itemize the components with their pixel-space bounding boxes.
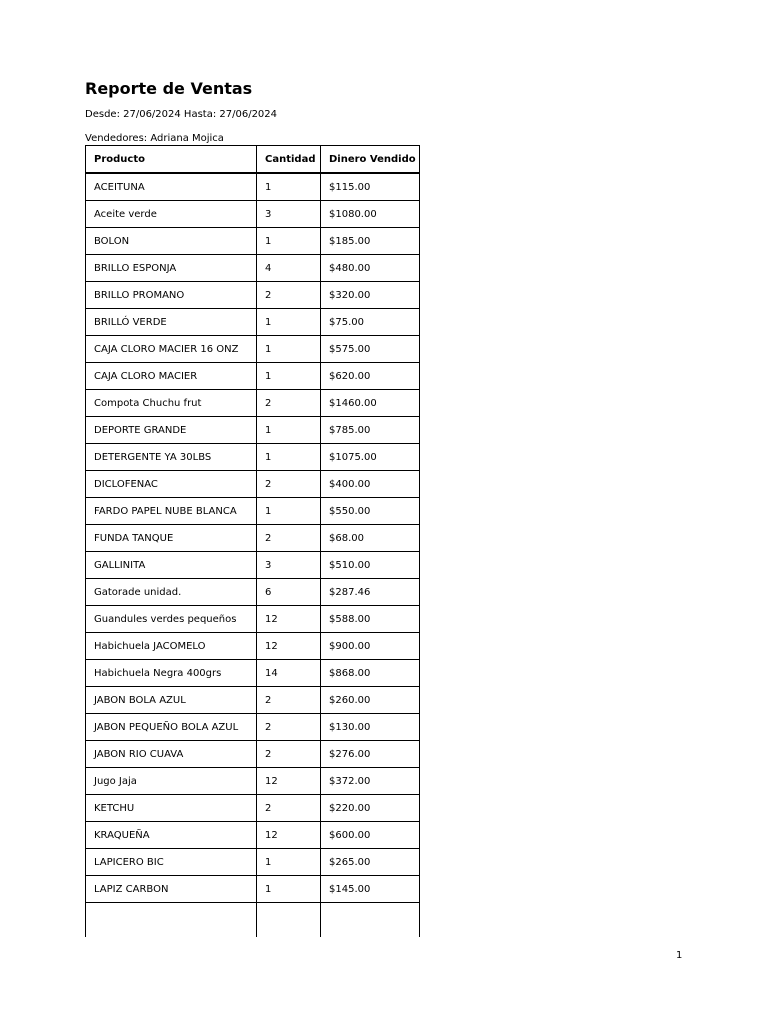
cell-quantity: 2 bbox=[257, 795, 321, 822]
cell-amount: $1460.00 bbox=[321, 390, 420, 417]
page-number: 1 bbox=[676, 950, 683, 961]
cell-quantity: 2 bbox=[257, 687, 321, 714]
cell-quantity: 2 bbox=[257, 714, 321, 741]
table-row bbox=[86, 390, 420, 417]
cell-amount: $115.00 bbox=[321, 173, 420, 201]
table-row bbox=[86, 255, 420, 282]
cell-product: DETERGENTE YA 30LBS bbox=[86, 444, 257, 471]
cell-quantity: 2 bbox=[257, 282, 321, 309]
sales-table bbox=[85, 145, 420, 937]
cell-product: LAPIZ CARBON bbox=[86, 876, 257, 903]
cell-quantity: 6 bbox=[257, 579, 321, 606]
table-header-row bbox=[86, 146, 420, 174]
table-row bbox=[86, 822, 420, 849]
cell-product: BRILLÓ VERDE bbox=[86, 309, 257, 336]
table-row bbox=[86, 498, 420, 525]
cell-quantity: 12 bbox=[257, 633, 321, 660]
cell-amount: $75.00 bbox=[321, 309, 420, 336]
cell-quantity: 1 bbox=[257, 417, 321, 444]
cell-amount: $785.00 bbox=[321, 417, 420, 444]
cell-quantity: 2 bbox=[257, 741, 321, 768]
table-row bbox=[86, 687, 420, 714]
cell-amount: $600.00 bbox=[321, 822, 420, 849]
cell-product: BOLON bbox=[86, 228, 257, 255]
table-row bbox=[86, 336, 420, 363]
table-row bbox=[86, 768, 420, 795]
cell-amount: $145.00 bbox=[321, 876, 420, 903]
cell-amount: $550.00 bbox=[321, 498, 420, 525]
cell-product: Aceite verde bbox=[86, 201, 257, 228]
empty-cell bbox=[86, 903, 257, 938]
cell-amount: $400.00 bbox=[321, 471, 420, 498]
cell-product: KRAQUEÑA bbox=[86, 822, 257, 849]
cell-product: Compota Chuchu frut bbox=[86, 390, 257, 417]
table-row bbox=[86, 606, 420, 633]
cell-product: JABON PEQUEÑO BOLA AZUL bbox=[86, 714, 257, 741]
table-row bbox=[86, 282, 420, 309]
table-row bbox=[86, 660, 420, 687]
cell-quantity: 3 bbox=[257, 552, 321, 579]
table-row bbox=[86, 552, 420, 579]
cell-product: CAJA CLORO MACIER 16 ONZ bbox=[86, 336, 257, 363]
table-row bbox=[86, 579, 420, 606]
cell-quantity: 14 bbox=[257, 660, 321, 687]
cell-amount: $320.00 bbox=[321, 282, 420, 309]
cell-amount: $287.46 bbox=[321, 579, 420, 606]
cell-quantity: 1 bbox=[257, 309, 321, 336]
cell-amount: $588.00 bbox=[321, 606, 420, 633]
cell-product: ACEITUNA bbox=[86, 173, 257, 201]
table-row bbox=[86, 309, 420, 336]
cell-product: DEPORTE GRANDE bbox=[86, 417, 257, 444]
cell-product: JABON BOLA AZUL bbox=[86, 687, 257, 714]
cell-product: Jugo Jaja bbox=[86, 768, 257, 795]
cell-quantity: 1 bbox=[257, 876, 321, 903]
cell-quantity: 1 bbox=[257, 228, 321, 255]
cell-quantity: 1 bbox=[257, 173, 321, 201]
cell-quantity: 4 bbox=[257, 255, 321, 282]
cell-product: Gatorade unidad. bbox=[86, 579, 257, 606]
column-header-amount: Dinero Vendido bbox=[321, 146, 420, 174]
cell-product: CAJA CLORO MACIER bbox=[86, 363, 257, 390]
cell-amount: $260.00 bbox=[321, 687, 420, 714]
table-row bbox=[86, 444, 420, 471]
cell-product: JABON RIO CUAVA bbox=[86, 741, 257, 768]
table-row bbox=[86, 633, 420, 660]
cell-amount: $185.00 bbox=[321, 228, 420, 255]
table-row bbox=[86, 876, 420, 903]
cell-quantity: 1 bbox=[257, 849, 321, 876]
table-row bbox=[86, 525, 420, 552]
cell-product: KETCHU bbox=[86, 795, 257, 822]
cell-product: BRILLO PROMANO bbox=[86, 282, 257, 309]
cell-quantity: 3 bbox=[257, 201, 321, 228]
table-body bbox=[86, 173, 420, 937]
cell-amount: $265.00 bbox=[321, 849, 420, 876]
table-row bbox=[86, 471, 420, 498]
cell-quantity: 12 bbox=[257, 822, 321, 849]
empty-cell bbox=[321, 903, 420, 938]
cell-quantity: 2 bbox=[257, 525, 321, 552]
sellers-line: Vendedores: Adriana Mojica bbox=[85, 133, 224, 144]
table-row bbox=[86, 228, 420, 255]
cell-quantity: 2 bbox=[257, 471, 321, 498]
table-row bbox=[86, 417, 420, 444]
cell-quantity: 1 bbox=[257, 363, 321, 390]
cell-amount: $480.00 bbox=[321, 255, 420, 282]
cell-amount: $1075.00 bbox=[321, 444, 420, 471]
report-title: Reporte de Ventas bbox=[85, 79, 253, 98]
table-row bbox=[86, 795, 420, 822]
cell-amount: $620.00 bbox=[321, 363, 420, 390]
table-row bbox=[86, 201, 420, 228]
cell-quantity: 12 bbox=[257, 768, 321, 795]
table-row bbox=[86, 849, 420, 876]
table-row bbox=[86, 714, 420, 741]
cell-quantity: 1 bbox=[257, 498, 321, 525]
cell-amount: $868.00 bbox=[321, 660, 420, 687]
cell-quantity: 12 bbox=[257, 606, 321, 633]
cell-product: BRILLO ESPONJA bbox=[86, 255, 257, 282]
cell-amount: $900.00 bbox=[321, 633, 420, 660]
empty-cell bbox=[257, 903, 321, 938]
cell-amount: $510.00 bbox=[321, 552, 420, 579]
cell-product: FUNDA TANQUE bbox=[86, 525, 257, 552]
table-row bbox=[86, 173, 420, 201]
cell-amount: $575.00 bbox=[321, 336, 420, 363]
table-row bbox=[86, 363, 420, 390]
cell-quantity: 2 bbox=[257, 390, 321, 417]
cell-amount: $220.00 bbox=[321, 795, 420, 822]
cell-amount: $68.00 bbox=[321, 525, 420, 552]
cell-amount: $276.00 bbox=[321, 741, 420, 768]
column-header-product: Producto bbox=[86, 146, 257, 174]
cell-quantity: 1 bbox=[257, 336, 321, 363]
table-continuation-row bbox=[86, 903, 420, 938]
cell-quantity: 1 bbox=[257, 444, 321, 471]
cell-product: Habichuela Negra 400grs bbox=[86, 660, 257, 687]
cell-amount: $372.00 bbox=[321, 768, 420, 795]
date-range: Desde: 27/06/2024 Hasta: 27/06/2024 bbox=[85, 109, 278, 120]
cell-product: DICLOFENAC bbox=[86, 471, 257, 498]
cell-product: Habichuela JACOMELO bbox=[86, 633, 257, 660]
cell-product: GALLINITA bbox=[86, 552, 257, 579]
cell-amount: $1080.00 bbox=[321, 201, 420, 228]
cell-amount: $130.00 bbox=[321, 714, 420, 741]
column-header-quantity: Cantidad bbox=[257, 146, 321, 174]
table-row bbox=[86, 741, 420, 768]
cell-product: FARDO PAPEL NUBE BLANCA bbox=[86, 498, 257, 525]
cell-product: Guandules verdes pequeños bbox=[86, 606, 257, 633]
cell-product: LAPICERO BIC bbox=[86, 849, 257, 876]
